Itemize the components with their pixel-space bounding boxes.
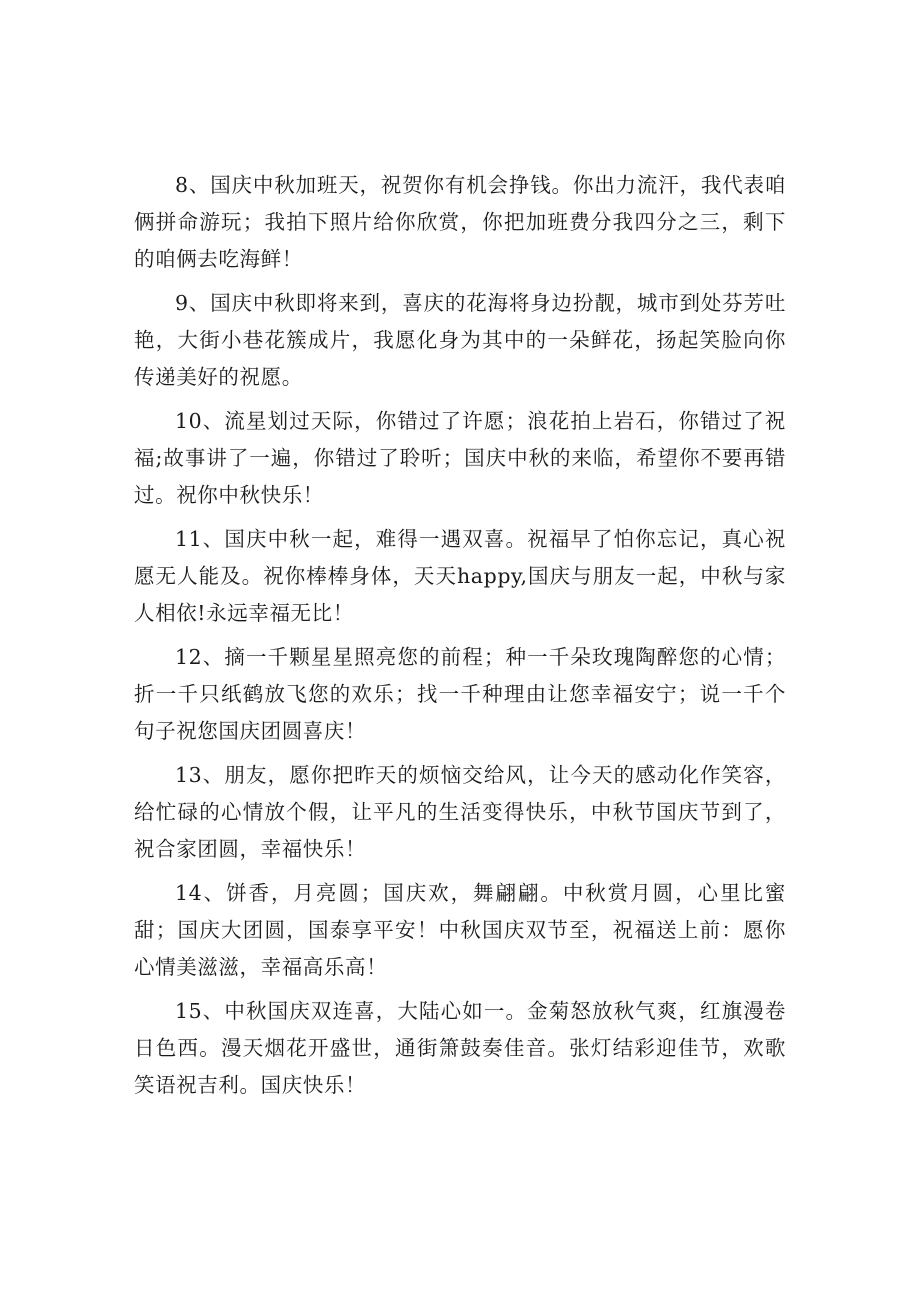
paragraph-12: 12、摘一千颗星星照亮您的前程；种一千朵玫瑰陶醉您的心情；折一千只纸鹤放飞您的欢乐；找一千种理由让您幸福安宁；说一千个句子祝您国庆团圆喜庆！ — [134, 645, 786, 743]
paragraph-9: 9、国庆中秋即将来到，喜庆的花海将身边扮靓，城市到处芬芳吐艳，大街小巷花簇成片，我愿化身为其中的一朵鲜花，扬起笑脸向你传递美好的祝愿。 — [134, 291, 786, 389]
paragraph-14: 14、饼香，月亮圆；国庆欢，舞翩翩。中秋赏月圆，心里比蜜甜；国庆大团圆，国泰享平安！中秋国庆双节至，祝福送上前：愿你心情美滋滋，幸福高乐高！ — [134, 881, 786, 979]
paragraph-13: 13、朋友，愿你把昨天的烦恼交给风，让今天的感动化作笑容，给忙碌的心情放个假，让平凡的生活变得快乐，中秋节国庆节到了，祝合家团圆，幸福快乐！ — [134, 763, 786, 861]
paragraph-15: 15、中秋国庆双连喜，大陆心如一。金菊怒放秋气爽，红旗漫卷日色西。漫天烟花开盛世，通街箫鼓奏佳音。张灯结彩迎佳节，欢歌笑语祝吉利。国庆快乐！ — [134, 999, 786, 1097]
document-body — [134, 167, 786, 1111]
paragraph-11: 11、国庆中秋一起，难得一遇双喜。祝福早了怕你忘记，真心祝愿无人能及。祝你棒棒身体，天天happy,国庆与朋友一起，中秋与家人相依!永远幸福无比！ — [134, 527, 786, 625]
paragraph-10: 10、流星划过天际，你错过了许愿；浪花拍上岩石，你错过了祝福;故事讲了一遍，你错过了聆听；国庆中秋的来临，希望你不要再错过。祝你中秋快乐！ — [134, 409, 786, 507]
paragraph-8: 8、国庆中秋加班天，祝贺你有机会挣钱。你出力流汗，我代表咱俩拼命游玩；我拍下照片给你欣赏，你把加班费分我四分之三，剩下的咱俩去吃海鲜！ — [134, 173, 786, 271]
